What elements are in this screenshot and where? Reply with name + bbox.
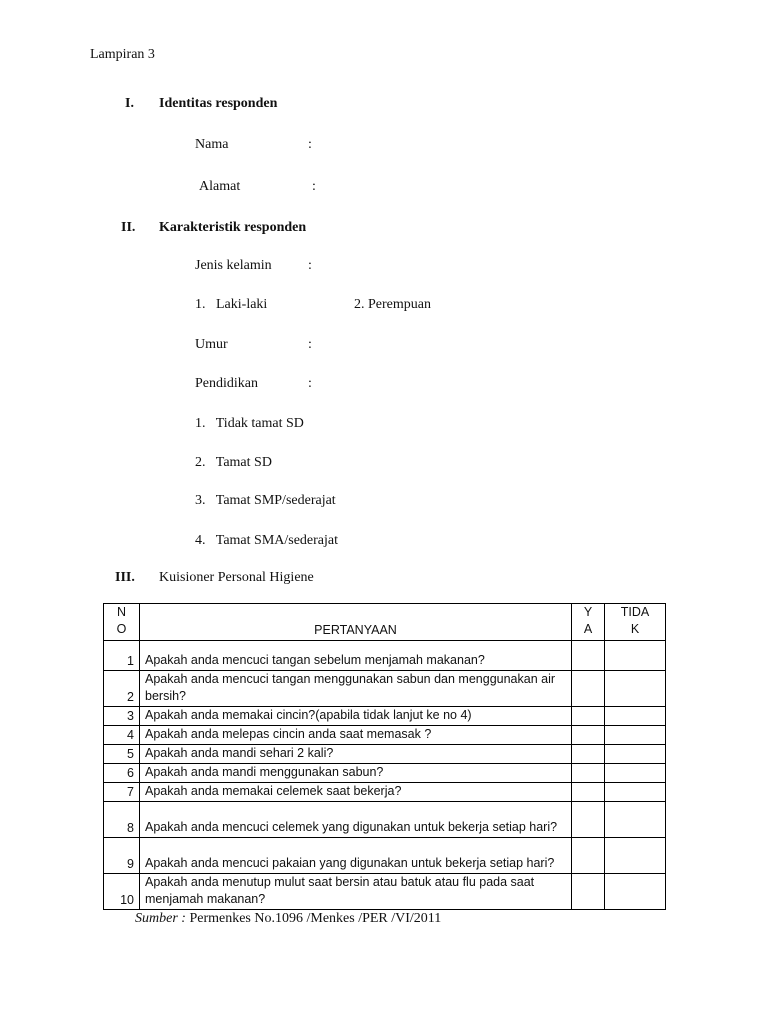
table-row (104, 671, 666, 707)
education-option: 1. Tidak tamat SD (195, 416, 304, 431)
table-row (104, 838, 666, 874)
answer-no-cell[interactable] (605, 745, 666, 764)
attachment-label: Lampiran 3 (90, 47, 155, 62)
row-question: Apakah anda mandi sehari 2 kali? (140, 745, 572, 764)
answer-yes-cell[interactable] (572, 802, 605, 838)
header-question: PERTANYAAN (140, 604, 572, 641)
source-note (135, 911, 441, 927)
age-colon: : (308, 337, 312, 352)
source-label: Sumber : (135, 911, 186, 926)
header-no: N O (104, 604, 140, 641)
answer-no-cell[interactable] (605, 838, 666, 874)
row-number: 3 (104, 707, 140, 726)
row-question: Apakah anda memakai celemek saat bekerja? (140, 783, 572, 802)
table-header-row (104, 604, 666, 641)
row-question: Apakah anda memakai cincin?(apabila tidak lanjut ke no 4) (140, 707, 572, 726)
name-colon: : (308, 137, 312, 152)
answer-no-cell[interactable] (605, 641, 666, 671)
row-question: Apakah anda menutup mulut saat bersin atau batuk atau flu pada saat menjamah makanan? (140, 874, 572, 910)
answer-no-cell[interactable] (605, 802, 666, 838)
row-number: 1 (104, 641, 140, 671)
table-row (104, 726, 666, 745)
table-row (104, 764, 666, 783)
header-yes: Y A (572, 604, 605, 641)
gender-label: Jenis kelamin (195, 258, 272, 273)
section-3-title: Kuisioner Personal Higiene (159, 570, 314, 585)
answer-no-cell[interactable] (605, 764, 666, 783)
gender-colon: : (308, 258, 312, 273)
gender-option-male: 1. Laki-laki (195, 297, 268, 312)
address-colon: : (312, 179, 316, 194)
section-2-number: II. (121, 220, 136, 235)
education-label: Pendidikan (195, 376, 258, 391)
education-colon: : (308, 376, 312, 391)
row-question: Apakah anda mencuci celemek yang digunakan untuk bekerja setiap hari? (140, 802, 572, 838)
table-row (104, 874, 666, 910)
address-label: Alamat (199, 179, 241, 194)
answer-yes-cell[interactable] (572, 783, 605, 802)
answer-yes-cell[interactable] (572, 726, 605, 745)
row-number: 7 (104, 783, 140, 802)
row-number: 8 (104, 802, 140, 838)
row-question: Apakah anda mencuci tangan sebelum menjamah makanan? (140, 641, 572, 671)
answer-yes-cell[interactable] (572, 764, 605, 783)
answer-yes-cell[interactable] (572, 838, 605, 874)
questionnaire-table (103, 603, 666, 910)
answer-yes-cell[interactable] (572, 671, 605, 707)
education-option: 2. Tamat SD (195, 455, 272, 470)
answer-yes-cell[interactable] (572, 874, 605, 910)
section-3-number: III. (115, 570, 135, 585)
section-2-title: Karakteristik responden (159, 220, 307, 235)
row-number: 4 (104, 726, 140, 745)
section-1-title: Identitas responden (159, 96, 278, 111)
row-question: Apakah anda mandi menggunakan sabun? (140, 764, 572, 783)
row-number: 2 (104, 671, 140, 707)
table-row (104, 802, 666, 838)
name-label: Nama (195, 137, 229, 152)
row-number: 6 (104, 764, 140, 783)
row-number: 10 (104, 874, 140, 910)
section-1-number: I. (125, 96, 134, 111)
answer-yes-cell[interactable] (572, 707, 605, 726)
answer-no-cell[interactable] (605, 726, 666, 745)
answer-yes-cell[interactable] (572, 641, 605, 671)
answer-no-cell[interactable] (605, 783, 666, 802)
answer-no-cell[interactable] (605, 707, 666, 726)
row-question: Apakah anda mencuci tangan menggunakan sabun dan menggunakan air bersih? (140, 671, 572, 707)
answer-no-cell[interactable] (605, 874, 666, 910)
age-label: Umur (195, 337, 228, 352)
source-text: Permenkes No.1096 /Menkes /PER /VI/2011 (185, 911, 442, 926)
row-number: 5 (104, 745, 140, 764)
table-row (104, 783, 666, 802)
education-option: 3. Tamat SMP/sederajat (195, 493, 336, 508)
row-question: Apakah anda melepas cincin anda saat memasak ? (140, 726, 572, 745)
table-row (104, 707, 666, 726)
row-question: Apakah anda mencuci pakaian yang digunakan untuk bekerja setiap hari? (140, 838, 572, 874)
table-row (104, 641, 666, 671)
education-option: 4. Tamat SMA/sederajat (195, 533, 339, 548)
gender-option-female: 2. Perempuan (354, 297, 431, 312)
row-number: 9 (104, 838, 140, 874)
answer-no-cell[interactable] (605, 671, 666, 707)
header-no-answer: TIDA K (605, 604, 666, 641)
answer-yes-cell[interactable] (572, 745, 605, 764)
table-row (104, 745, 666, 764)
